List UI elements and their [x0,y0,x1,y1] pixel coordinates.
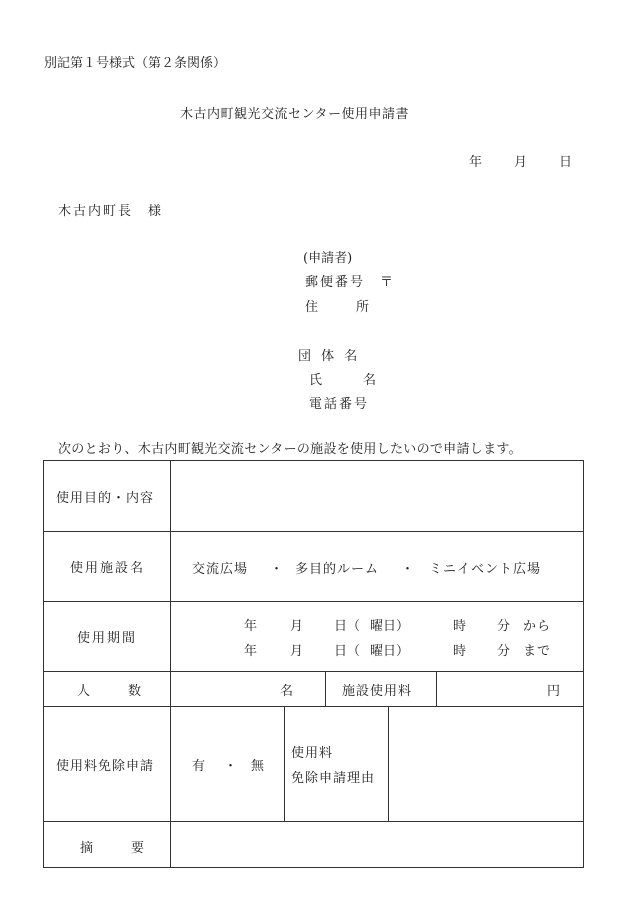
postal-mark: 〒 [380,275,394,290]
period-label: 使用期間 [77,631,138,646]
row-divider [44,601,583,602]
period-end-minute: 分 [497,644,511,659]
addressee: 木古内町長 様 [58,204,164,219]
date-year-label: 年 [469,155,483,170]
separator-dot: ・ [270,562,284,577]
summary-label: 摘 要 [80,841,149,856]
intro-text: 次のとおり、木古内町観光交流センターの施設を使用したいので申請します。 [58,442,522,457]
applicant-name-label: 氏 名 [309,373,382,388]
form-number: 別記第１号様式（第２条関係） [44,56,227,71]
postal-code-label: 郵便番号 [305,275,366,290]
summary-input-area[interactable] [172,823,580,866]
period-end-weekday: 曜日） [370,644,410,659]
facility-name-label: 使用施設名 [70,561,146,576]
period-start-weekday: 曜日） [370,619,410,634]
exemption-reason-label-line2: 免除申請理由 [291,771,376,786]
address-label: 住 所 [305,300,374,315]
exemption-reason-label-line1: 使用料 [291,746,334,761]
row-divider [44,821,583,822]
facility-option-exchange-plaza[interactable]: 交流広場 [192,562,249,577]
facility-fee-label: 施設使用料 [342,684,413,699]
people-count-label: 人 数 [77,684,146,699]
row-divider [44,706,583,707]
period-end-day: 日（ [334,644,361,659]
row-divider [44,531,583,532]
separator-dot: ・ [224,759,238,774]
period-start-month: 月 [290,619,304,634]
period-end-suffix: まで [523,644,552,659]
exemption-option-no[interactable]: 無 [251,759,265,774]
page-title: 木古内町観光交流センター使用申請書 [180,107,409,122]
applicant-heading: (申請者) [303,251,353,266]
facility-option-multipurpose-room[interactable]: 多目的ルーム [295,562,380,577]
period-end-hour: 時 [453,644,467,659]
exemption-option-yes[interactable]: 有 [192,759,206,774]
period-start-hour: 時 [453,619,467,634]
people-unit: 名 [280,684,294,699]
date-day-label: 日 [559,155,573,170]
column-divider [436,671,437,706]
fee-unit: 円 [547,684,561,699]
period-start-suffix: から [523,619,552,634]
purpose-label: 使用目的・内容 [56,491,155,506]
period-end-month: 月 [290,644,304,659]
separator-dot: ・ [401,562,415,577]
people-count-input[interactable] [172,673,322,704]
facility-option-mini-event-plaza[interactable]: ミニイベント広場 [429,562,542,577]
period-end-year: 年 [244,644,258,659]
date-month-label: 月 [514,155,528,170]
fee-exemption-label: 使用料免除申請 [56,759,155,774]
group-name-label: 団 体 名 [298,349,361,364]
label-column-divider [170,461,171,868]
purpose-input-area[interactable] [172,463,580,529]
period-start-year: 年 [244,619,258,634]
phone-number-label: 電話番号 [309,397,370,412]
period-start-minute: 分 [497,619,511,634]
column-divider [284,706,285,821]
period-start-day: 日（ [334,619,361,634]
exemption-reason-input[interactable] [390,708,580,819]
column-divider [325,671,326,706]
column-divider [388,706,389,821]
row-divider [44,671,583,672]
application-table [43,460,584,868]
